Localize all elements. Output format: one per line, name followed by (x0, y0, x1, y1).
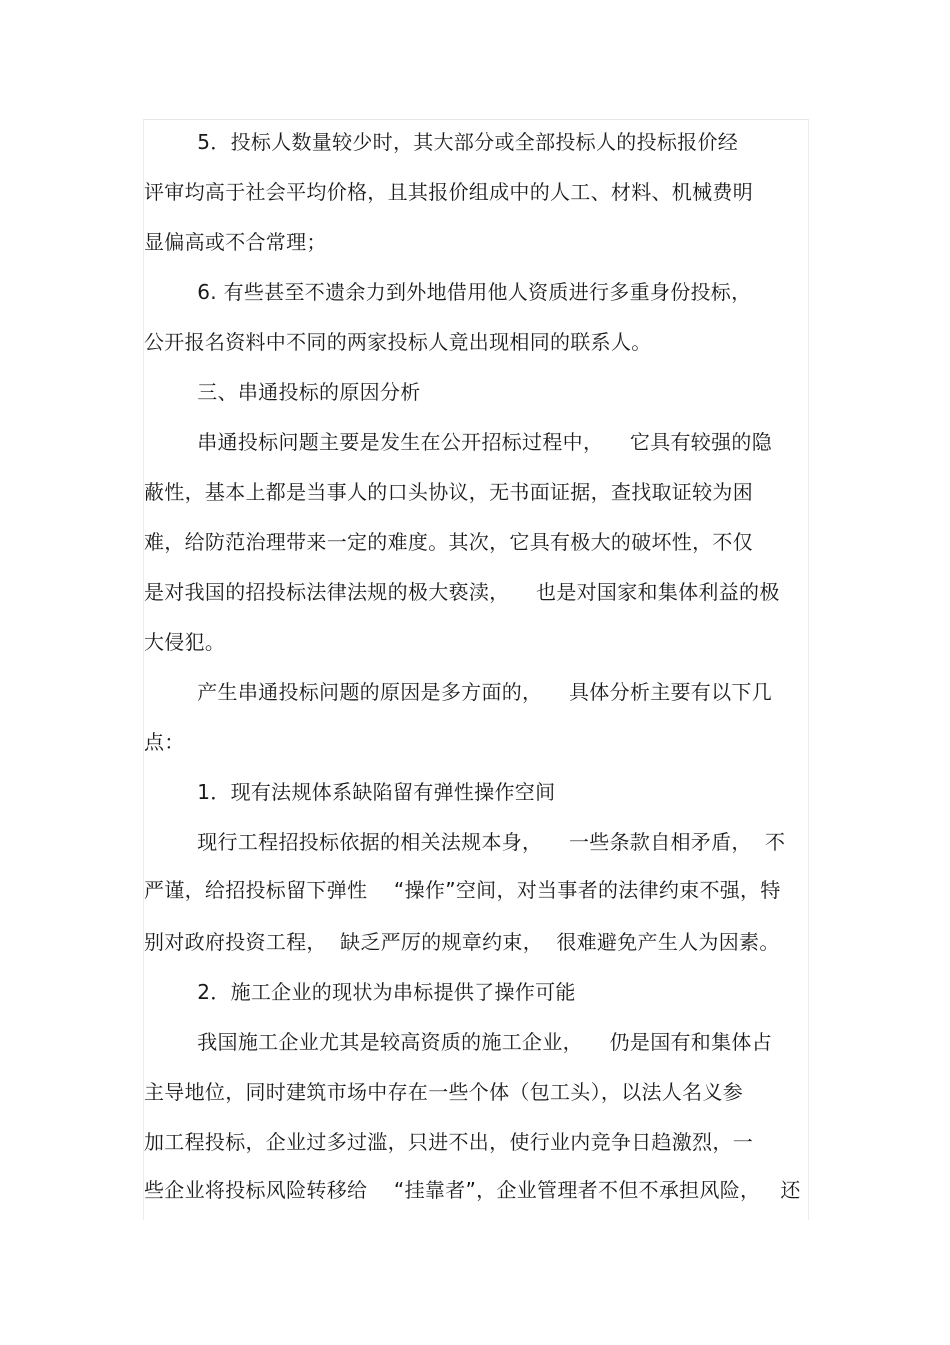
text-line: 严谨，给招投标留下弹性 “操作”空间，对当事者的法律约束不强，特 (144, 878, 781, 902)
text-line: 些企业将投标风险转移给 “挂靠者”，企业管理者不但不承担风险， 还 (144, 1178, 801, 1202)
text-line: 大侵犯。 (144, 630, 226, 654)
text-line: 5．投标人数量较少时，其大部分或全部投标人的投标报价经 (144, 130, 739, 154)
text-line: 我国施工企业尤其是较高资质的施工企业， 仍是国有和集体占 (144, 1030, 772, 1054)
text-line: 评审均高于社会平均价格，且其报价组成中的人工、材料、机械费明 (144, 180, 753, 204)
text-line: 点： (144, 730, 185, 754)
text-line: 显偏高或不合常理； (144, 230, 327, 254)
section-heading: 三、串通投标的原因分析 (144, 380, 421, 404)
text-line: 是对我国的招投标法律法规的极大亵渎， 也是对国家和集体利益的极 (144, 580, 780, 604)
text-line: 6. 有些甚至不遗余力到外地借用他人资质进行多重身份投标， (144, 280, 752, 304)
text-line: 产生串通投标问题的原因是多方面的， 具体分析主要有以下几 (144, 680, 772, 704)
text-line: 加工程投标，企业过多过滥，只进不出，使行业内竞争日趋激烈，一 (144, 1130, 753, 1154)
text-line: 串通投标问题主要是发生在公开招标过程中， 它具有较强的隐 (144, 430, 772, 454)
text-line: 公开报名资料中不同的两家投标人竟出现相同的联系人。 (144, 330, 652, 354)
sub-heading: 2．施工企业的现状为串标提供了操作可能 (144, 980, 576, 1004)
sub-heading: 1．现有法规体系缺陷留有弹性操作空间 (144, 780, 556, 804)
text-line: 主导地位，同时建筑市场中存在一些个体（包工头），以法人名义参 (144, 1080, 743, 1104)
text-line: 别对政府投资工程， 缺乏严厉的规章约束， 很难避免产生人为因素。 (144, 930, 780, 954)
text-line: 现行工程招投标依据的相关法规本身， 一些条款自相矛盾， 不 (144, 830, 786, 854)
text-line: 蔽性，基本上都是当事人的口头协议，无书面证据，查找取证较为困 (144, 480, 753, 504)
text-line: 难，给防范治理带来一定的难度。其次，它具有极大的破坏性，不仅 (144, 530, 753, 554)
